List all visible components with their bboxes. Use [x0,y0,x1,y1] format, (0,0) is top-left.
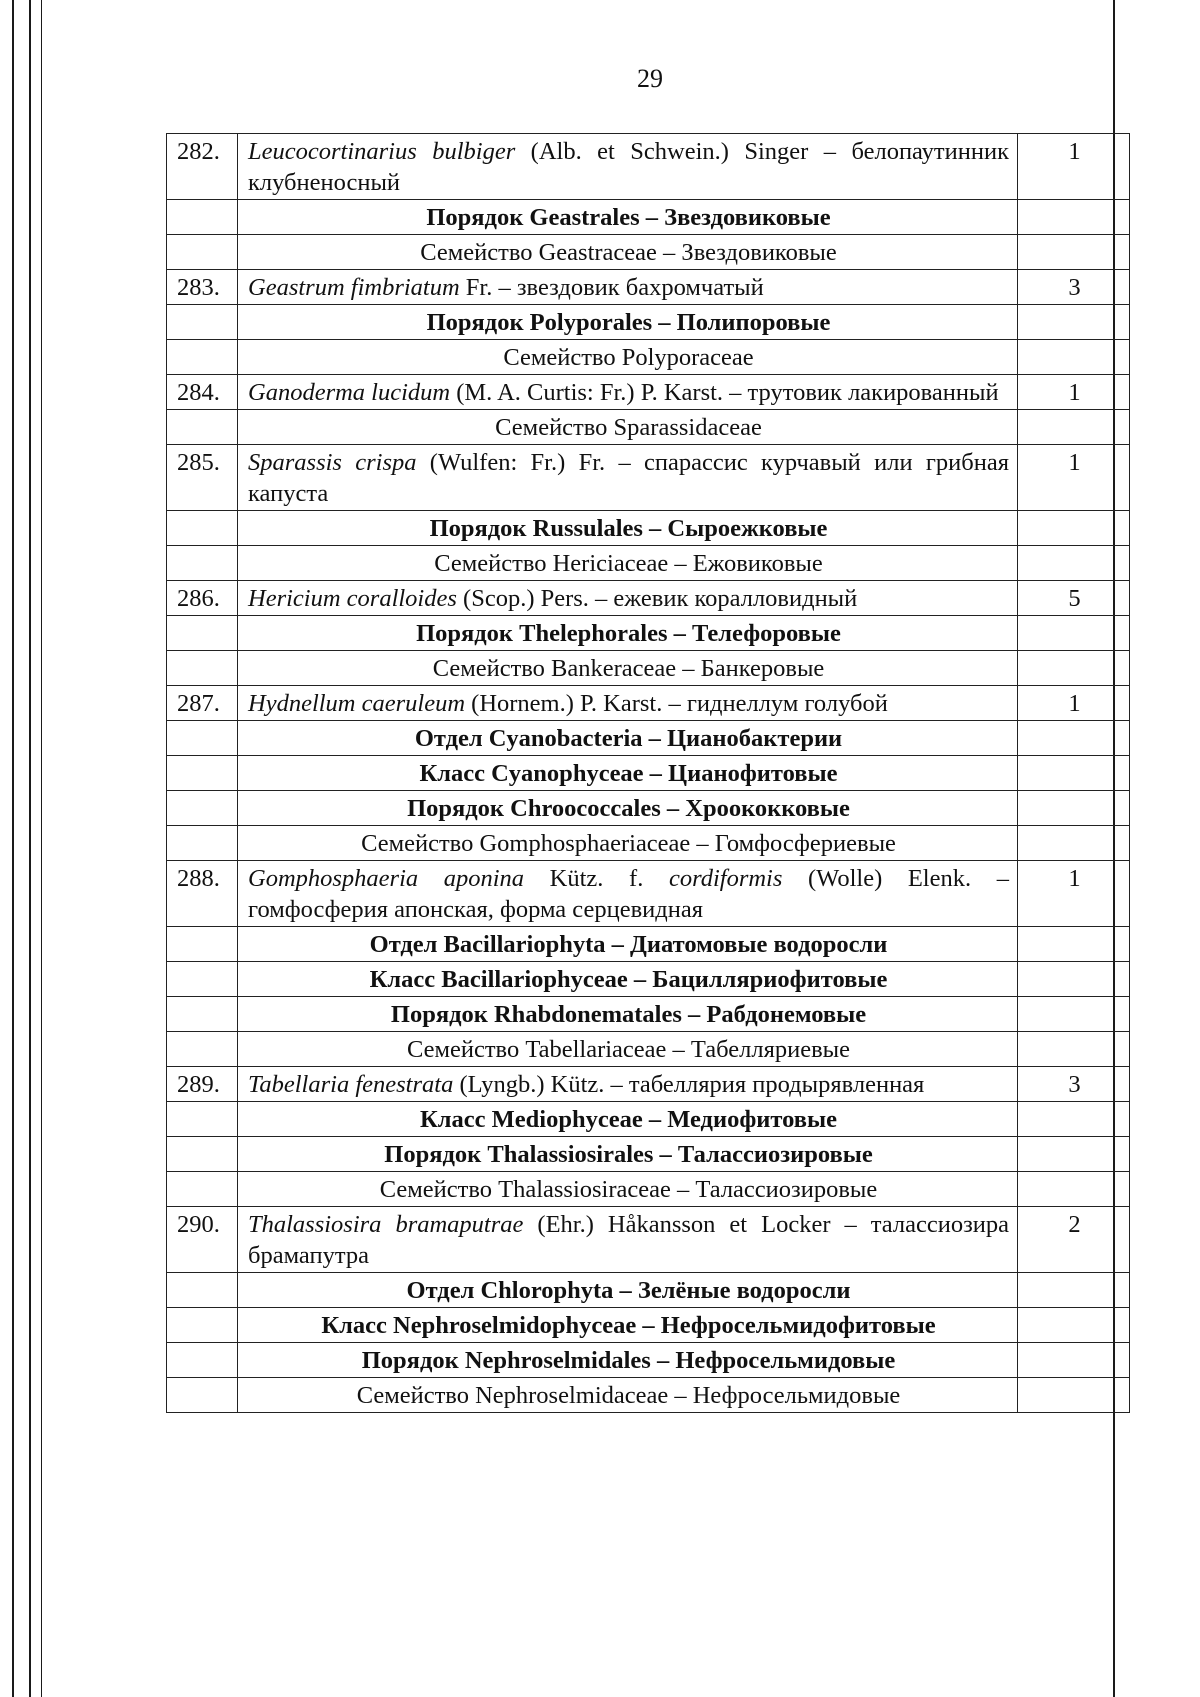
latin-name: Ganoderma lucidum [248,379,451,406]
count-value [1018,962,1130,997]
count-value [1018,1032,1130,1067]
taxon-heading-row [167,1343,1130,1378]
latin-name: Sparassis crispa [248,449,417,476]
row-number [167,997,238,1032]
taxon-heading: Класс Bacillariophyceae – Бацилляриофитовые [238,962,1018,997]
row-number [167,200,238,235]
count-value: 1 [1018,445,1130,511]
species-name [238,134,1018,200]
species-name [238,375,1018,410]
row-number [167,1308,238,1343]
species-name [238,1207,1018,1273]
row-number [167,1137,238,1172]
latin-name: Geastrum fimbriatum [248,274,460,301]
count-value [1018,927,1130,962]
latin-name: Hydnellum caeruleum [248,690,466,717]
count-value: 1 [1018,861,1130,927]
page-number: 29 [637,64,663,93]
row-number: 290. [167,1207,238,1273]
taxon-heading: Порядок Thelephorales – Телефоровые [238,616,1018,651]
taxon-heading: Порядок Nephroselmidales – Нефросельмидовые [238,1343,1018,1378]
family-row [167,651,1130,686]
count-value [1018,616,1130,651]
count-value [1018,410,1130,445]
latin-name: Hericium coralloides [248,585,457,612]
count-value [1018,721,1130,756]
family-row [167,1032,1130,1067]
row-number [167,651,238,686]
taxon-heading-row [167,791,1130,826]
taxon-heading-row [167,721,1130,756]
family-name: Семейство Hericiaceae – Ежовиковые [238,546,1018,581]
count-value [1018,546,1130,581]
family-name: Семейство Nephroselmidaceae – Нефросельмидовые [238,1378,1018,1413]
row-number [167,791,238,826]
species-description: (Lyngb.) Kütz. – табеллярия продырявленная [453,1071,925,1098]
count-value: 5 [1018,581,1130,616]
row-number [167,721,238,756]
count-value: 3 [1018,270,1130,305]
row-number [167,962,238,997]
species-description: (Wulfen: Fr.) Fr. – спарассис курчавый или грибная капуста [248,449,1009,507]
family-name: Семейство Geastraceae – Звездовиковые [238,235,1018,270]
row-number [167,927,238,962]
species-row [167,1067,1130,1102]
family-row [167,546,1130,581]
taxon-heading: Отдел Bacillariophyta – Диатомовые водоросли [238,927,1018,962]
species-row [167,686,1130,721]
taxon-heading: Класс Nephroselmidophyceae – Нефросельмидофитовые [238,1308,1018,1343]
count-value [1018,235,1130,270]
taxon-heading-row [167,305,1130,340]
species-row [167,861,1130,927]
family-name: Семейство Thalassiosiraceae – Талассиозировые [238,1172,1018,1207]
family-name: Семейство Polyporaceae [238,340,1018,375]
row-number [167,1172,238,1207]
species-description: (Alb. et Schwein.) Singer – белопаутинник клубненосный [248,138,1009,196]
taxon-heading-row [167,1308,1130,1343]
row-number [167,1378,238,1413]
species-name [238,581,1018,616]
row-number: 285. [167,445,238,511]
row-number [167,511,238,546]
count-value: 2 [1018,1207,1130,1273]
latin-name: Tabellaria fenestrata [248,1071,454,1098]
count-value [1018,1378,1130,1413]
count-value: 1 [1018,134,1130,200]
taxon-heading-row [167,1273,1130,1308]
row-number [167,1273,238,1308]
species-description: Kütz. f. [524,865,669,892]
row-number: 282. [167,134,238,200]
count-value [1018,997,1130,1032]
species-register-table [166,133,1130,1413]
taxon-heading: Порядок Rhabdonematales – Рабдонемовые [238,997,1018,1032]
row-number: 289. [167,1067,238,1102]
count-value [1018,1137,1130,1172]
family-row [167,1378,1130,1413]
binding-edge-line [41,0,42,1697]
species-name [238,686,1018,721]
count-value [1018,1172,1130,1207]
binding-edge-line [12,0,14,1697]
count-value [1018,1308,1130,1343]
species-description: Fr. – звездовик бахромчатый [459,274,764,301]
count-value: 3 [1018,1067,1130,1102]
row-number: 283. [167,270,238,305]
latin-name: Leucocortinarius bulbiger [248,138,516,165]
row-number [167,546,238,581]
family-row [167,340,1130,375]
species-description: (Ehr.) Håkansson et Locker – талассиозира брамапутра [248,1211,1009,1269]
species-row [167,134,1130,200]
family-row [167,1172,1130,1207]
taxon-heading: Класс Cyanophyceae – Цианофитовые [238,756,1018,791]
row-number [167,616,238,651]
count-value [1018,305,1130,340]
row-number [167,756,238,791]
taxon-heading-row [167,616,1130,651]
taxon-heading: Порядок Russulales – Сыроежковые [238,511,1018,546]
count-value: 1 [1018,686,1130,721]
taxon-heading-row [167,756,1130,791]
taxon-heading: Порядок Thalassiosirales – Талассиозировые [238,1137,1018,1172]
count-value [1018,651,1130,686]
species-row [167,581,1130,616]
row-number [167,1032,238,1067]
count-value [1018,826,1130,861]
taxon-heading-row [167,511,1130,546]
taxon-heading-row [167,927,1130,962]
species-name [238,1067,1018,1102]
species-description: (Wolle) Elenk. – гомфосферия апонская, форма серцевидная [248,865,1009,923]
family-row [167,826,1130,861]
species-name [238,861,1018,927]
family-name: Семейство Gomphosphaeriaceae – Гомфосфериевые [238,826,1018,861]
count-value: 1 [1018,375,1130,410]
family-name: Семейство Bankeraceae – Банкеровые [238,651,1018,686]
row-number: 287. [167,686,238,721]
row-number: 286. [167,581,238,616]
taxon-heading-row [167,200,1130,235]
taxon-heading-row [167,1137,1130,1172]
species-description: (M. A. Curtis: Fr.) P. Karst. – трутовик лакированный [450,379,999,406]
species-name [238,270,1018,305]
taxon-heading: Класс Mediophyceae – Медиофитовые [238,1102,1018,1137]
count-value [1018,756,1130,791]
taxon-heading-row [167,962,1130,997]
row-number: 288. [167,861,238,927]
species-register-body [167,134,1130,1413]
count-value [1018,1102,1130,1137]
species-row [167,1207,1130,1273]
count-value [1018,791,1130,826]
species-row [167,375,1130,410]
species-description: (Hornem.) P. Karst. – гиднеллум голубой [465,690,888,717]
taxon-heading: Отдел Chlorophyta – Зелёные водоросли [238,1273,1018,1308]
row-number [167,305,238,340]
row-number [167,826,238,861]
count-value [1018,1343,1130,1378]
family-name: Семейство Tabellariaceae – Табелляриевые [238,1032,1018,1067]
latin-name: cordiformis [668,865,783,892]
latin-name: Gomphosphaeria aponina [248,865,525,892]
row-number [167,235,238,270]
taxon-heading: Порядок Geastrales – Звездовиковые [238,200,1018,235]
count-value [1018,511,1130,546]
row-number [167,410,238,445]
latin-name: Thalassiosira bramaputrae [248,1211,524,1238]
count-value [1018,1273,1130,1308]
count-value [1018,200,1130,235]
taxon-heading: Отдел Cyanobacteria – Цианобактерии [238,721,1018,756]
taxon-heading-row [167,997,1130,1032]
taxon-heading-row [167,1102,1130,1137]
family-name: Семейство Sparassidaceae [238,410,1018,445]
species-name [238,445,1018,511]
species-row [167,445,1130,511]
row-number [167,340,238,375]
taxon-heading: Порядок Chroococcales – Хроококковые [238,791,1018,826]
species-row [167,270,1130,305]
family-row [167,235,1130,270]
row-number [167,1102,238,1137]
binding-edge-line [29,0,31,1697]
row-number [167,1343,238,1378]
taxon-heading: Порядок Polyporales – Полипоровые [238,305,1018,340]
count-value [1018,340,1130,375]
row-number: 284. [167,375,238,410]
species-description: (Scop.) Pers. – ежевик коралловидный [456,585,858,612]
family-row [167,410,1130,445]
